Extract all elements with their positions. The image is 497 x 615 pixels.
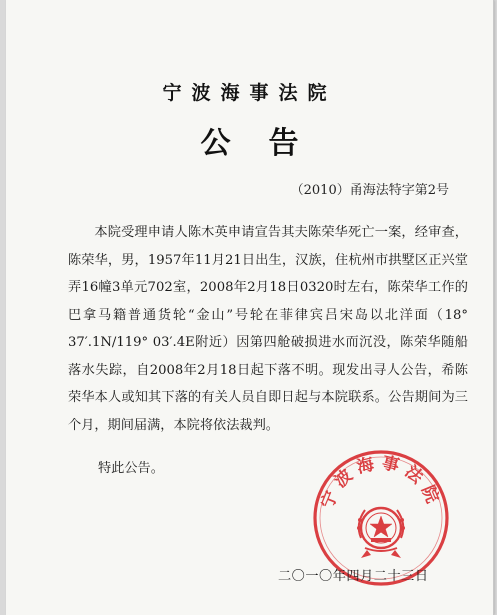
notice-body: 本院受理申请人陈木英申请宣告其夫陈荣华死亡一案，经审查，陈荣华，男，1957年11月21日出生，汉族，住杭州市拱墅区正兴堂弄16幢3单元702室，2008年2月18日0320时左右，陈荣华工作的巴拿马籍普通货轮“金山”号轮在菲律宾吕宋岛以北洋面（18° 37′.1N/119° 03′.4E附近）因第四舱破损进水而沉没，陈荣华随船落水失踪，自2008年2月18日起下落不明。现发出寻人公告，希陈荣华本人或知其下落的有关人员自即日起与本院联系。公告期间为三个月，期间届满，本院将依法裁判。: [68, 225, 468, 433]
document-number: （2010）甬海法特字第2号: [290, 183, 449, 198]
closing-line: 特此公告。: [98, 461, 164, 476]
seal-text: 宁波海事法院: [317, 453, 445, 512]
notice-title: 公告: [200, 126, 337, 161]
court-name: 宁波海事法院: [162, 82, 337, 104]
svg-text:宁波海事法院: [317, 452, 446, 512]
document-page: [6, 0, 494, 615]
issue-date: 二〇一〇年四月二十三日: [278, 569, 429, 584]
